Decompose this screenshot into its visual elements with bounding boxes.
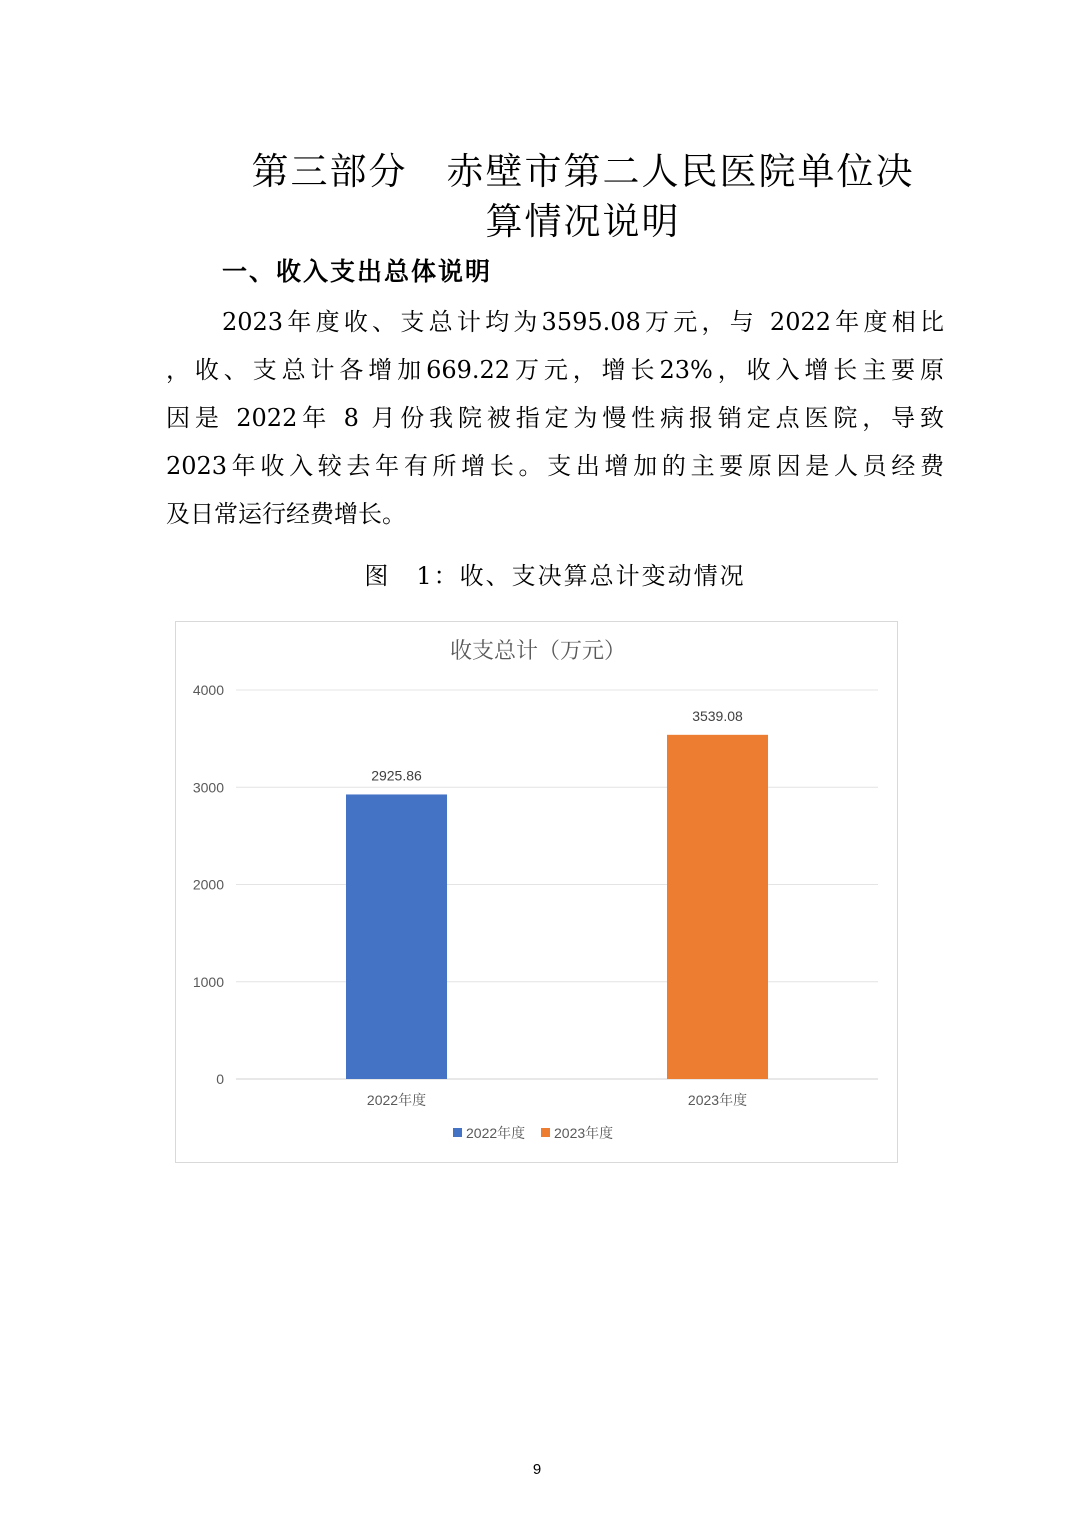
y-tick-label: 4000 xyxy=(192,682,224,698)
bar-chart-svg xyxy=(176,622,899,1164)
gridlines xyxy=(236,690,878,1079)
paragraph-line: 2023年度收、支总计均为3595.08万元，与 2022年度相比 xyxy=(222,308,944,336)
document-title-line-2: 算情况说明 xyxy=(485,200,681,243)
y-tick-label: 3000 xyxy=(192,779,224,796)
y-tick-label: 2000 xyxy=(192,876,224,893)
paragraph-line: 及日常运行经费增长。 xyxy=(166,500,406,528)
data-label: 3539.08 xyxy=(692,707,743,724)
y-axis-ticks xyxy=(193,682,224,1087)
bar-chart xyxy=(175,621,898,1163)
paragraph-line: 2023年收入较去年有所增长。支出增加的主要原因是人员经费 xyxy=(166,452,944,480)
paragraph-line: ，收、支总计各增加669.22万元，增长23%，收入增长主要原 xyxy=(166,356,944,384)
y-tick-label: 1000 xyxy=(192,973,224,990)
legend-label: 2023年度 xyxy=(554,1125,614,1141)
document-title-line-1: 第三部分 赤壁市第二人民医院单位决 xyxy=(251,150,915,193)
y-tick-label: 0 xyxy=(216,1071,224,1087)
figure-caption: 图 1：收、支决算总计变动情况 xyxy=(364,562,746,590)
bar-1 xyxy=(346,794,447,1079)
legend-swatch xyxy=(453,1128,462,1137)
legend-swatch xyxy=(541,1128,550,1137)
x-category-label: 2022年度 xyxy=(366,1092,427,1108)
legend xyxy=(453,1125,613,1141)
bars xyxy=(346,708,768,1108)
data-label: 2925.86 xyxy=(371,767,422,784)
section-heading: 一、收入支出总体说明 xyxy=(222,257,493,286)
page-number: 9 xyxy=(532,1461,542,1478)
chart-title: 收支总计（万元） xyxy=(449,639,627,664)
legend-label: 2022年度 xyxy=(466,1125,526,1141)
paragraph-line: 因是 2022年 8 月份我院被指定为慢性病报销定点医院，导致 xyxy=(166,404,944,432)
bar-2 xyxy=(667,735,768,1079)
x-category-label: 2023年度 xyxy=(687,1092,748,1108)
